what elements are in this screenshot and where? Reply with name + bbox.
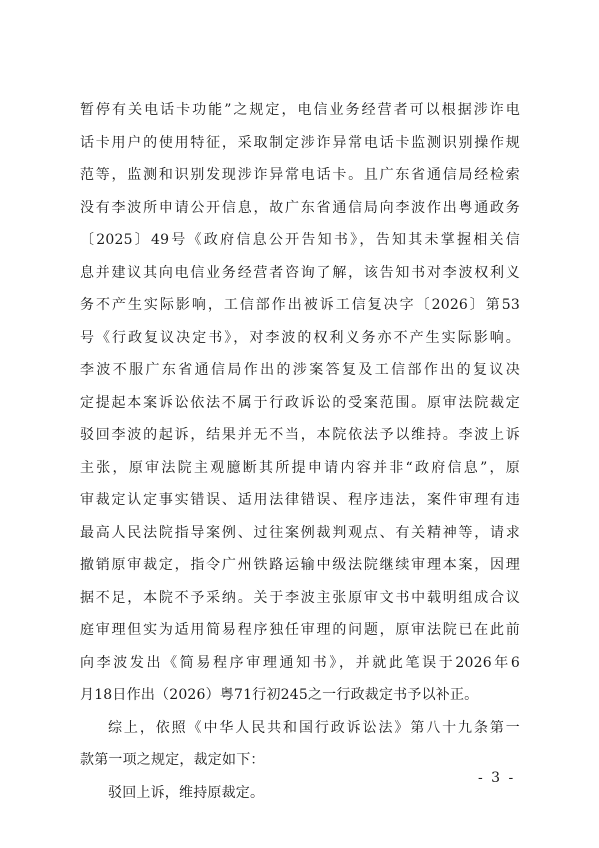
document-body [80, 99, 520, 814]
text-line: 没有李波所申请公开信息，故广东省通信局向李波作出粤通政务 [80, 199, 520, 216]
text-line: 号《行政复议决定书》，对李波的权利义务亦不产生实际影响。 [80, 329, 520, 346]
text-line: 综上，依照《中华人民共和国行政诉讼法》第八十九条第一 [108, 719, 520, 736]
text-line: 款第一项之规定，裁定如下： [80, 752, 265, 768]
text-line: 月18日作出（2026）粤71行初245之一行政裁定书予以补正。 [80, 687, 479, 703]
text-line: 主张，原审法院主观臆断其所提申请内容并非“政府信息”，原 [80, 459, 520, 476]
text-line: 定提起本案诉讼依法不属于行政诉讼的受案范围。原审法院裁定 [80, 394, 520, 411]
page-number: - 3 - [478, 770, 516, 786]
text-line: 范等，监测和识别发现涉诈异常电话卡。且广东省通信局经检索 [80, 167, 520, 183]
text-line: 驳回李波的起诉，结果并无不当，本院依法予以维持。李波上诉 [80, 427, 520, 443]
text-line: 〔2025〕49号《政府信息公开告知书》，告知其未掌握相关信 [80, 232, 520, 248]
text-line: 审裁定认定事实错误、适用法律错误、程序违法，案件审理有违 [80, 492, 520, 508]
text-line: 务不产生实际影响，工信部作出被诉工信复决字〔2026〕第53 [80, 297, 520, 313]
text-line: 最高人民法院指导案例、过往案例裁判观点、有关精神等，请求 [80, 524, 520, 541]
text-line: 据不足，本院不予采纳。关于李波主张原审文书中载明组成合议 [80, 589, 520, 606]
text-line: 息并建议其向电信业务经营者咨询了解，该告知书对李波权利义 [80, 264, 520, 281]
text-line: 向李波发出《简易程序审理通知书》，并就此笔误于2026年6 [80, 654, 520, 671]
text-line: 撤销原审裁定，指令广州铁路运输中级法院继续审理本案，因理 [80, 557, 520, 573]
text-line: 庭审理但实为适用简易程序独任审理的问题，原审法院已在此前 [80, 622, 520, 638]
ruling-line: 驳回上诉，维持原裁定。 [108, 784, 265, 801]
text-line: 暂停有关电话卡功能”之规定，电信业务经营者可以根据涉诈电 [80, 102, 520, 118]
text-line: 李波不服广东省通信局作出的涉案答复及工信部作出的复议决 [80, 362, 520, 378]
text-line: 话卡用户的使用特征，采取制定涉诈异常电话卡监测识别操作规 [80, 134, 520, 151]
